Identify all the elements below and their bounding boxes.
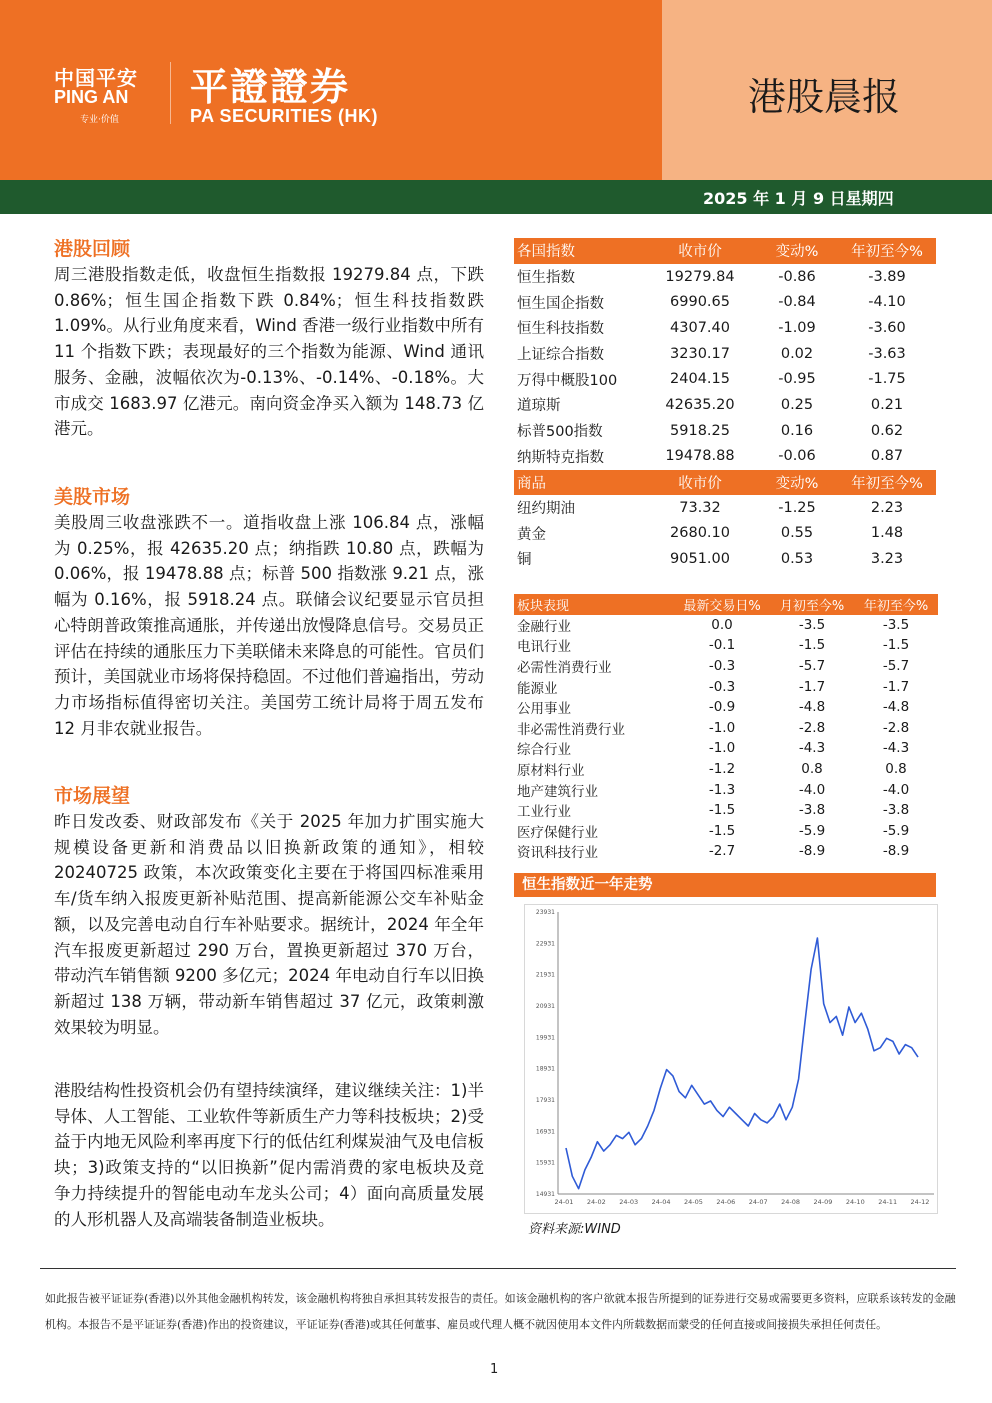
cell: -4.0	[882, 781, 910, 798]
table-row	[514, 615, 938, 636]
cell: -3.60	[868, 319, 906, 336]
col-header: 板块表现	[514, 594, 674, 615]
cell: 资讯科技行业	[517, 845, 598, 862]
cell: -0.3	[708, 658, 736, 675]
cell: 0.8	[801, 761, 823, 778]
cell: -0.84	[778, 294, 816, 311]
brand-name-cn: 平證證券	[190, 65, 351, 109]
x-tick-label: 24-06	[716, 1198, 736, 1206]
cell: 0.16	[780, 422, 814, 439]
cell: 19478.88	[665, 448, 735, 465]
y-tick-label: 16931	[535, 1128, 555, 1136]
cell: 公用事业	[517, 701, 571, 718]
cell: -4.8	[798, 699, 826, 716]
commodities-table-header	[514, 470, 936, 495]
y-tick-label: 17931	[535, 1097, 555, 1104]
cell: -1.7	[798, 678, 826, 695]
table-row	[514, 366, 936, 392]
sectors-table	[514, 594, 938, 862]
report-date: 2025 年 1 月 9 日星期四	[703, 189, 894, 208]
sectors-table-header	[514, 594, 938, 615]
cell: -3.63	[868, 345, 906, 362]
hsi-line-chart	[524, 904, 938, 1214]
cell: 原材料行业	[517, 763, 585, 780]
x-tick-label: 24-08	[781, 1198, 800, 1206]
x-tick-label: 24-09	[813, 1198, 833, 1206]
cell: -8.9	[882, 843, 910, 860]
cell: -1.5	[708, 802, 736, 819]
cell: 5918.25	[670, 422, 730, 439]
cell: 必需性消费行业	[517, 660, 612, 677]
cell: -0.1	[708, 637, 736, 654]
x-tick-label: 24-07	[748, 1198, 768, 1206]
cell: -3.5	[882, 616, 910, 633]
cell: 2404.15	[670, 371, 730, 388]
cell: -1.25	[778, 499, 816, 516]
y-tick-label: 22931	[535, 940, 555, 948]
cell: 2.23	[870, 499, 904, 516]
disclaimer: 如此报告被平证证券(香港)以外其他金融机构转发，该金融机构将独自承担其转发报告的责任。如该金融机构的客户欲就本报告所提到的证券进行交易或需要更多资料，应联系该转发的金融机构。本报告不是平证证券(香港)作出的投资建议，平证证券(香港)或其任何董事、雇员或代理人概不就因使用本文件内所载数据而蒙受的任何直接或间接损失承担任何责任。	[45, 1292, 956, 1331]
table-row	[514, 800, 938, 821]
cell: 纽约期油	[517, 501, 575, 518]
cell: 3230.17	[670, 345, 730, 362]
cell: -1.5	[882, 637, 910, 654]
logo-divider	[170, 62, 171, 124]
col-header: 变动%	[756, 238, 838, 264]
cell: 0.87	[870, 448, 904, 465]
cell: -4.10	[868, 294, 906, 311]
table-row	[514, 738, 938, 759]
cell: -1.5	[708, 822, 736, 839]
cell: -1.0	[708, 719, 736, 736]
cell: -5.7	[798, 658, 826, 675]
x-tick-label: 24-03	[619, 1198, 639, 1206]
cell: 0.25	[780, 396, 814, 413]
cell: 0.02	[780, 345, 814, 362]
col-header: 年初至今%	[838, 238, 936, 264]
cell: -2.8	[798, 719, 826, 736]
cell: -8.9	[798, 843, 826, 860]
col-header: 收市价	[644, 470, 756, 495]
cell: 能源业	[517, 680, 558, 697]
cell: 9051.00	[670, 550, 730, 567]
cell: 3.23	[870, 550, 904, 567]
cell: 2680.10	[670, 525, 730, 542]
cell: -2.8	[882, 719, 910, 736]
table-row	[514, 676, 938, 697]
cell: 上证综合指数	[517, 347, 604, 364]
cell: 黄金	[517, 526, 546, 543]
cell: -1.2	[708, 761, 736, 778]
cell: -0.86	[778, 268, 816, 285]
cell: -4.3	[798, 740, 826, 757]
section-title-us-market: 美股市场	[54, 486, 131, 508]
col-header: 年初至今%	[854, 594, 938, 615]
outlook-paragraph-1: 昨日发改委、财政部发布《关于 2025 年加力扩围实施大规模设备更新和消费品以旧换新政策的通知》，相较 20240725 政策，本次政策变化主要在于将国四标准乘用车/货车纳入报废更新补贴范围、提高新能源公交车补贴金额，以及完善电动自行车补贴要求。据统计，2024 年全年汽车报废更新超过 290 万台，置换更新超过 370 万台，带动汽车销售额 9200 多亿元；2024 年电动自行车以旧换新超过 138 万辆，带动新车销售超过 37 亿元，政策刺激效果较为明显。	[54, 812, 484, 1037]
table-row	[514, 495, 936, 520]
x-tick-label: 24-01	[554, 1198, 574, 1206]
cell: 道琼斯	[517, 398, 561, 415]
hk-review-paragraph: 周三港股指数走低，收盘恒生指数报 19279.84 点，下跌 0.86%；恒生国企指数下跌 0.84%；恒生科技指数跌 1.09%。从行业角度来看，Wind 香港一级行业指数中所有 11 个指数下跌；表现最好的三个指数为能源、Wind 通讯服务、金融，波幅依次为-0.13%、-0.14%、-0.18%。大市成交 1683.97 亿港元。南向资金净买入额为 148.73 亿港元。	[54, 265, 484, 439]
y-tick-label: 19931	[535, 1034, 555, 1042]
table-row	[514, 697, 938, 718]
col-header: 商品	[514, 470, 644, 495]
cell: 标普500指数	[517, 424, 603, 441]
cell: -5.9	[798, 822, 826, 839]
indices-table-header	[514, 238, 936, 264]
cell: 0.8	[885, 761, 907, 778]
cell: -4.8	[882, 699, 910, 716]
table-row	[514, 546, 936, 571]
cell: 0.55	[780, 525, 814, 542]
y-tick-label: 23931	[535, 909, 555, 916]
page-number: 1	[490, 1362, 499, 1377]
x-tick-label: 24-10	[845, 1198, 865, 1206]
table-row	[514, 656, 938, 677]
cell: -5.7	[882, 658, 910, 675]
x-tick-label: 24-02	[586, 1198, 606, 1206]
cell: 73.32	[679, 499, 721, 516]
table-row	[514, 289, 936, 315]
section-title-outlook: 市场展望	[54, 785, 131, 807]
cell: 铜	[517, 552, 532, 569]
col-header: 变动%	[756, 470, 838, 495]
cell: 1.48	[870, 525, 904, 542]
col-header: 月初至今%	[770, 594, 854, 615]
cell: -1.5	[798, 637, 826, 654]
y-tick-label: 20931	[535, 1003, 555, 1010]
cell: -1.0	[708, 740, 736, 757]
us-market-paragraph: 美股周三收盘涨跌不一。道指收盘上涨 106.84 点，涨幅为 0.25%，报 42635.20 点；纳指跌 10.80 点，跌幅为 0.06%，报 19478.88 点；标普 500 指数涨 9.21 点，涨幅为 0.16%，报 5918.24 点。联储会议纪要显示官员担心特朗普政策推高通胀，并传递出放慢降息信号。交易员正评估在持续的通胀压力下美联储未来降息的可能性。官员们预计，美国就业市场将保持稳固。不过他们普遍指出，劳动力市场指标值得密切关注。美国劳工统计局将于周五发布 12 月非农就业报告。	[54, 513, 484, 738]
report-title: 港股晨报	[748, 75, 901, 119]
pingan-logo-cn: 中国平安	[54, 66, 138, 90]
table-row	[514, 521, 936, 546]
cell: -3.8	[882, 802, 910, 819]
y-tick-label: 14931	[535, 1191, 555, 1198]
cell: 0.62	[870, 422, 904, 439]
col-header: 各国指数	[514, 238, 644, 264]
table-row	[514, 821, 938, 842]
x-tick-label: 24-12	[910, 1198, 930, 1206]
cell: -3.89	[868, 268, 906, 285]
cell: -0.95	[778, 371, 816, 388]
cell: 42635.20	[665, 396, 735, 413]
cell: 4307.40	[670, 319, 730, 336]
y-tick-label: 18931	[535, 1065, 555, 1073]
cell: -5.9	[882, 822, 910, 839]
cell: 6990.65	[670, 294, 730, 311]
col-header: 收市价	[644, 238, 756, 264]
cell: 恒生国企指数	[517, 295, 604, 312]
brand-name-en: PA SECURITIES (HK)	[190, 106, 379, 126]
table-row	[514, 718, 938, 739]
chart-source: 资料来源:WIND	[528, 1222, 621, 1237]
cell: 万得中概股100	[517, 372, 618, 389]
footer-divider	[40, 1268, 956, 1269]
cell: -1.09	[778, 319, 816, 336]
table-row	[514, 418, 936, 444]
cell: 医疗保健行业	[517, 824, 598, 841]
cell: -3.5	[798, 616, 826, 633]
table-row	[514, 444, 936, 470]
cell: -1.75	[868, 371, 906, 388]
col-header: 年初至今%	[838, 470, 936, 495]
col-header: 最新交易日%	[674, 594, 770, 615]
table-row	[514, 392, 936, 418]
cell: 电讯行业	[517, 639, 571, 656]
table-row	[514, 841, 938, 862]
cell: 综合行业	[517, 742, 571, 759]
table-row	[514, 759, 938, 780]
cell: 地产建筑行业	[517, 783, 598, 800]
cell: -3.8	[798, 802, 826, 819]
cell: -0.3	[708, 678, 736, 695]
table-row	[514, 341, 936, 367]
cell: 0.53	[780, 550, 814, 567]
cell: 工业行业	[517, 804, 571, 821]
x-tick-label: 24-11	[878, 1198, 898, 1206]
table-row	[514, 635, 938, 656]
y-tick-label: 21931	[535, 971, 555, 979]
indices-table	[514, 238, 936, 469]
table-row	[514, 264, 936, 290]
y-tick-label: 15931	[535, 1159, 555, 1167]
cell: 金融行业	[517, 618, 571, 635]
table-row	[514, 315, 936, 341]
chart-title: 恒生指数近一年走势	[514, 873, 936, 897]
cell: 非必需性消费行业	[517, 721, 625, 738]
cell: 0.0	[711, 616, 733, 633]
pingan-slogan: 专业·价值	[80, 115, 119, 125]
cell: 恒生指数	[517, 270, 575, 287]
cell: -0.9	[708, 699, 736, 716]
pingan-logo-en: PING AN	[54, 87, 129, 107]
commodities-table	[514, 470, 936, 571]
section-title-hk-review: 港股回顾	[54, 238, 131, 260]
outlook-paragraph-2: 港股结构性投资机会仍有望持续演绎，建议继续关注：1)半导体、人工智能、工业软件等新质生产力等科技板块；2)受益于内地无风险利率再度下行的低估红利煤炭油气及电信板块；3)政策支持的“以旧换新”促内需消费的家电板块及竞争力持续提升的智能电动车龙头公司；4）面向高质量发展的人形机器人及高端装备制造业板块。	[54, 1081, 484, 1229]
x-tick-label: 24-05	[684, 1198, 703, 1206]
cell: -2.7	[708, 843, 736, 860]
cell: 恒生科技指数	[517, 321, 604, 338]
table-row	[514, 779, 938, 800]
cell: 0.21	[870, 396, 904, 413]
cell: -4.3	[882, 740, 910, 757]
cell: -1.3	[708, 781, 736, 798]
cell: -1.7	[882, 678, 910, 695]
cell: -0.06	[778, 448, 816, 465]
cell: 纳斯特克指数	[517, 449, 604, 466]
cell: 19279.84	[665, 268, 735, 285]
x-tick-label: 24-04	[651, 1198, 671, 1206]
cell: -4.0	[798, 781, 826, 798]
